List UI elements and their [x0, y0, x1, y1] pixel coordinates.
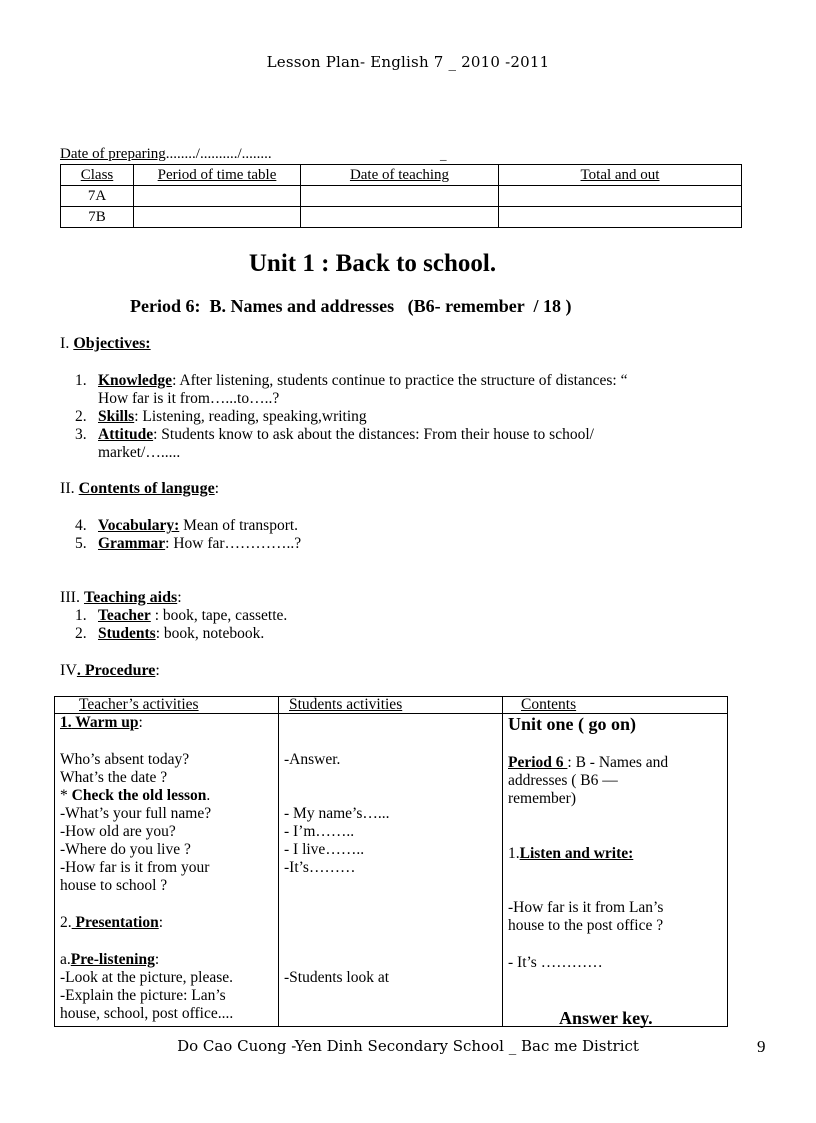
contents-cell	[503, 714, 728, 1027]
contents-period-label: Period 6	[508, 754, 568, 771]
bullet-star: *	[60, 787, 72, 804]
unit-title: Unit 1 : Back to school.	[248, 250, 497, 277]
procedure-table	[54, 696, 728, 1027]
objective-key: Skills	[98, 408, 135, 425]
student-line: -Answer.	[284, 751, 341, 768]
teacher-line: house, school, post office....	[60, 1005, 234, 1022]
page-number: 9	[757, 1037, 766, 1056]
objective-text-2: How far is it from…...to…..?	[98, 390, 280, 407]
aids-teacher	[60, 607, 287, 625]
student-line: - My name’s…...	[284, 805, 390, 822]
list-number: 3.	[75, 426, 87, 443]
date-preparing-value: ......../........../........	[165, 146, 272, 162]
objective-text: : Students know to ask about the distances: From their house to school/	[153, 426, 594, 443]
aids-text: : book, tape, cassette.	[150, 607, 288, 624]
contents-num: II.	[60, 480, 75, 497]
objective-knowledge	[60, 372, 627, 408]
schedule-row	[61, 186, 742, 207]
teacher-line: -Where do you live ?	[60, 841, 191, 858]
teacher-line: -Explain the picture: Lan’s	[60, 987, 226, 1004]
check-old-lesson: * Check the old lesson.	[60, 787, 211, 804]
objectives-heading	[60, 335, 151, 353]
aids-list	[60, 607, 287, 643]
teacher-line: What’s the date ?	[60, 769, 168, 786]
contents-line: remember)	[508, 790, 576, 807]
objectives-num: I.	[60, 335, 70, 352]
teacher-line: -How far is it from your	[60, 859, 210, 876]
schedule-header-class: Class	[61, 165, 134, 186]
schedule-cell	[301, 207, 499, 228]
contents-list	[60, 517, 301, 553]
student-line: - I’m……..	[284, 823, 355, 840]
teacher-line: Who’s absent today?	[60, 751, 190, 768]
pre-listening-title: Pre-listening	[70, 951, 155, 968]
contents-line: addresses ( B6 —	[508, 772, 618, 789]
list-number: 5.	[75, 535, 87, 552]
contents-period-text: : B - Names and	[567, 754, 669, 771]
pre-listening-heading	[60, 951, 159, 969]
answer-key-heading: Answer key.	[559, 1008, 653, 1028]
aids-title: Teaching aids	[83, 589, 178, 606]
aids-heading	[60, 589, 182, 607]
objectives-list	[60, 372, 627, 462]
contents-key: Vocabulary:	[98, 517, 180, 534]
date-preparing-label: Date of preparing	[60, 146, 166, 162]
teacher-line: -What’s your full name?	[60, 805, 212, 822]
schedule-cell	[134, 207, 301, 228]
schedule-cell	[301, 186, 499, 207]
teacher-activities-cell	[55, 714, 279, 1027]
presentation-num: 2.	[60, 914, 72, 931]
aids-text: : book, notebook.	[155, 625, 265, 642]
contents-grammar	[60, 535, 301, 553]
contents-line: -How far is it from Lan’s	[508, 899, 664, 916]
page-header: Lesson Plan- English 7 _ 2010 -2011	[266, 53, 550, 71]
contents-text: Mean of transport.	[179, 517, 299, 534]
contents-period	[508, 754, 668, 772]
procedure-header-students: Students activities	[279, 697, 503, 714]
list-number: 2.	[75, 408, 87, 425]
objective-attitude	[60, 426, 627, 462]
warm-up-heading	[60, 714, 143, 732]
list-number: 2.	[75, 625, 87, 642]
date-of-preparing	[60, 146, 272, 163]
contents-key: Grammar	[98, 535, 166, 552]
objective-key: Attitude	[98, 426, 154, 443]
warm-up-title: Warm up	[71, 714, 139, 731]
teacher-line: -How old are you?	[60, 823, 176, 840]
schedule-cell-class: 7A	[61, 186, 134, 207]
listen-write-num: 1.	[508, 845, 520, 862]
aids-key: Teacher	[98, 607, 151, 624]
procedure-suffix: :	[155, 662, 160, 679]
schedule-cell	[134, 186, 301, 207]
date-preparing-mark: _	[440, 147, 447, 162]
aids-key: Students	[98, 625, 156, 642]
list-number: 1.	[75, 607, 87, 624]
procedure-header-teacher: Teacher’s activities	[55, 697, 279, 714]
procedure-header-contents: Contents	[503, 697, 728, 714]
objective-skills	[60, 408, 627, 426]
schedule-header-date: Date of teaching	[301, 165, 499, 186]
pre-listening-letter: a.	[60, 951, 71, 968]
schedule-cell	[499, 207, 742, 228]
contents-heading	[60, 480, 219, 498]
contents-text: : How far…………..?	[165, 535, 302, 552]
procedure-num: IV	[60, 662, 77, 679]
period-title: Period 6: B. Names and addresses (B6- remember / 18 )	[130, 296, 572, 316]
schedule-row	[61, 207, 742, 228]
contents-vocabulary	[60, 517, 301, 535]
objective-text: : Listening, reading, speaking,writing	[134, 408, 367, 425]
schedule-header-row	[61, 165, 742, 186]
procedure-body-row	[55, 714, 728, 1027]
teacher-line: -Look at the picture, please.	[60, 969, 234, 986]
schedule-cell	[499, 186, 742, 207]
schedule-table	[60, 164, 742, 228]
pre-listening-suffix: :	[154, 951, 160, 968]
list-number: 4.	[75, 517, 87, 534]
presentation-heading	[60, 914, 163, 932]
check-old-lesson-label: Check the old lesson	[71, 787, 207, 804]
student-line: -It’s………	[284, 859, 356, 876]
contents-title: Contents of languge	[78, 480, 215, 497]
contents-line: - It’s …………	[508, 954, 603, 971]
objectives-title: Objectives:	[73, 335, 151, 352]
objective-text-2: market/….....	[98, 444, 181, 461]
contents-line: house to the post office ?	[508, 917, 664, 934]
presentation-title: Presentation	[71, 914, 159, 931]
procedure-header-row	[55, 697, 728, 714]
schedule-cell-class: 7B	[61, 207, 134, 228]
student-line: -Students look at	[284, 969, 390, 986]
aids-num: III.	[60, 589, 80, 606]
warm-up-suffix: :	[138, 714, 143, 731]
aids-suffix: :	[177, 589, 182, 606]
page-footer: Do Cao Cuong -Yen Dinh Secondary School _ Bac me District	[177, 1037, 639, 1055]
objective-text: : After listening, students continue to practice the structure of distances: “	[172, 372, 628, 389]
procedure-heading	[60, 662, 160, 680]
list-number: 1.	[75, 372, 87, 389]
student-line: - I live……..	[284, 841, 365, 858]
listen-write-title: Listen and write:	[519, 845, 634, 862]
procedure-title: . Procedure	[76, 662, 156, 679]
teacher-line: house to school ?	[60, 877, 168, 894]
aids-students	[60, 625, 287, 643]
schedule-header-total: Total and out	[499, 165, 742, 186]
objective-key: Knowledge	[98, 372, 173, 389]
listen-and-write	[508, 845, 633, 863]
presentation-suffix: :	[158, 914, 164, 931]
contents-suffix: :	[214, 480, 220, 497]
contents-unit-title: Unit one ( go on)	[508, 714, 637, 734]
warm-up-num: 1.	[60, 714, 72, 731]
schedule-header-period: Period of time table	[134, 165, 301, 186]
students-activities-cell	[279, 714, 503, 1027]
